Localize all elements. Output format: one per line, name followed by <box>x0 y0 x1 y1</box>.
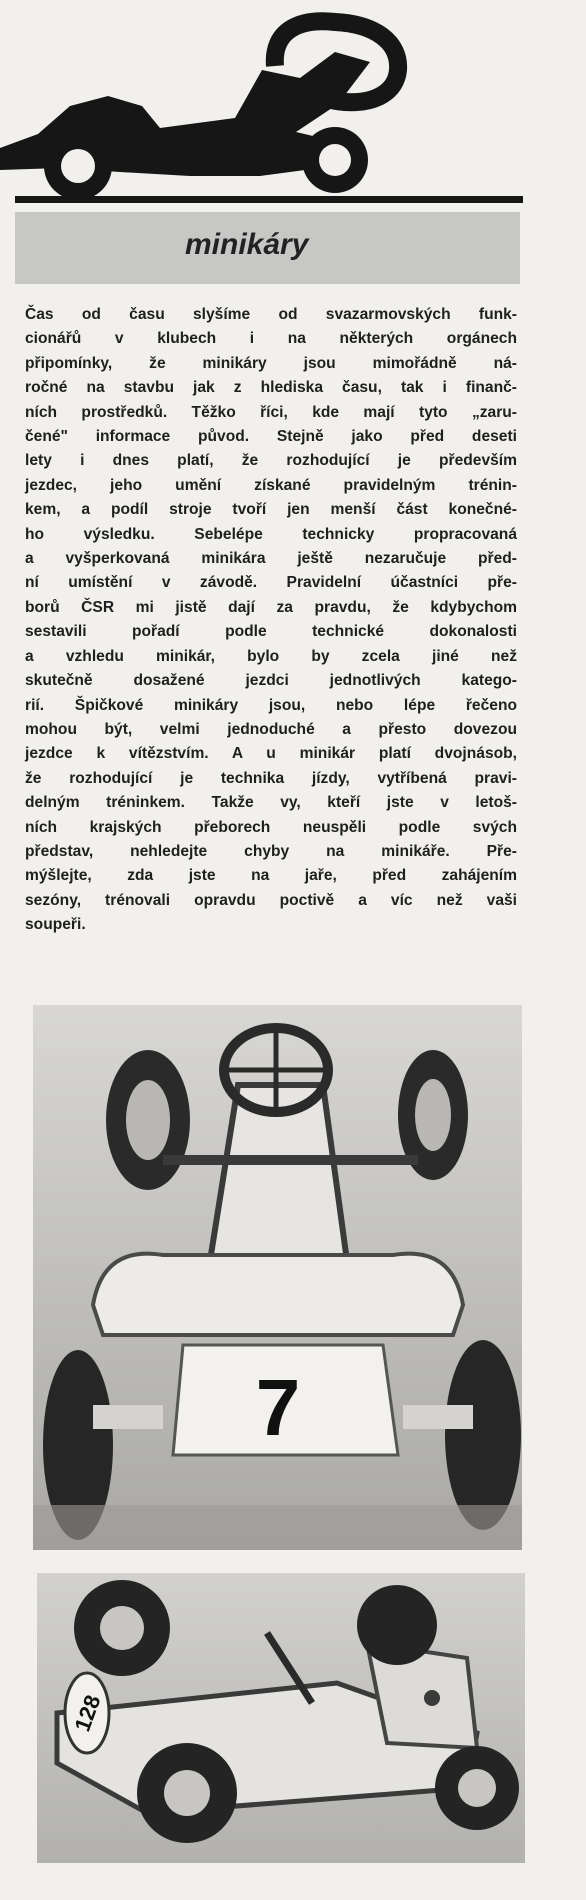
article-line: sezóny, trénovali opravdu poctivě a víc než vaši <box>25 891 517 909</box>
section-title: minikáry <box>185 228 309 261</box>
article-line: představ, nehledejte chyby na minikáře. Pře- <box>25 842 517 860</box>
article-line: připomínky, že minikáry jsou mimořádně ná- <box>25 354 517 372</box>
article-line: ních krajských přeborech neuspěli podle svých <box>25 818 517 836</box>
kart-logo-icon <box>0 0 586 220</box>
article-line: čené" informace původ. Stejně jako před deseti <box>25 428 517 446</box>
article-line: a vyšperkovaná minikára ještě nezaručuje před- <box>25 550 517 568</box>
article-line: ní umístění v závodě. Pravidelní účastníci pře- <box>25 574 517 592</box>
article-line: kem, a podíl stroje tvoří jen menší část konečné- <box>25 501 517 519</box>
article-line: ních prostředků. Těžko říci, kde mají tyto „zaru- <box>25 403 517 421</box>
article-line: jezdce k vítězstvím. A u minikár platí dvojnásob, <box>25 745 517 763</box>
article-body <box>25 303 517 938</box>
article-line: skutečně dosažené jezdci jednotlivých katego- <box>25 672 517 690</box>
article-line: soupeři. <box>25 916 86 934</box>
article-line: sestavili pořadí podle technické dokonalosti <box>25 623 517 641</box>
article-line: rií. Špičkové minikáry jsou, nebo lépe řečeno <box>25 696 517 714</box>
article-line: Čas od času slyšíme od svazarmovských funk- <box>25 306 517 323</box>
photo-minikart-side <box>37 1573 525 1863</box>
article-line: jezdec, jeho umění získané pravidelným trénin- <box>25 476 517 494</box>
plate-number: 7 <box>255 1363 301 1452</box>
article-line: borů ČSR mi jistě dají za pravdu, že kdybychom <box>25 598 517 616</box>
article-line: mýšlejte, zda jste na jaře, před zahájením <box>25 867 517 885</box>
article-line: ročné na stavbu jak z hlediska času, tak i finanč- <box>25 379 517 397</box>
article-line: že rozhodující je technika jízdy, vytříbená pravi- <box>25 769 517 787</box>
article-line: delným tréninkem. Takže vy, kteří jste v letoš- <box>25 794 517 812</box>
photo-minikart-front <box>33 1005 522 1550</box>
article-line: mohou být, velmi jednoduché a přesto dovezou <box>25 720 517 738</box>
article-line: lety i dnes platí, že rozhodující je především <box>25 452 517 470</box>
article-line: ho výsledku. Sebelépe technicky propracovaná <box>25 525 517 543</box>
plate-number: 128 <box>69 1691 106 1735</box>
article-line: cionářů v klubech i na některých orgánech <box>25 330 517 348</box>
article-line: a vzhledu minikár, bylo by zcela jiné než <box>25 647 517 665</box>
